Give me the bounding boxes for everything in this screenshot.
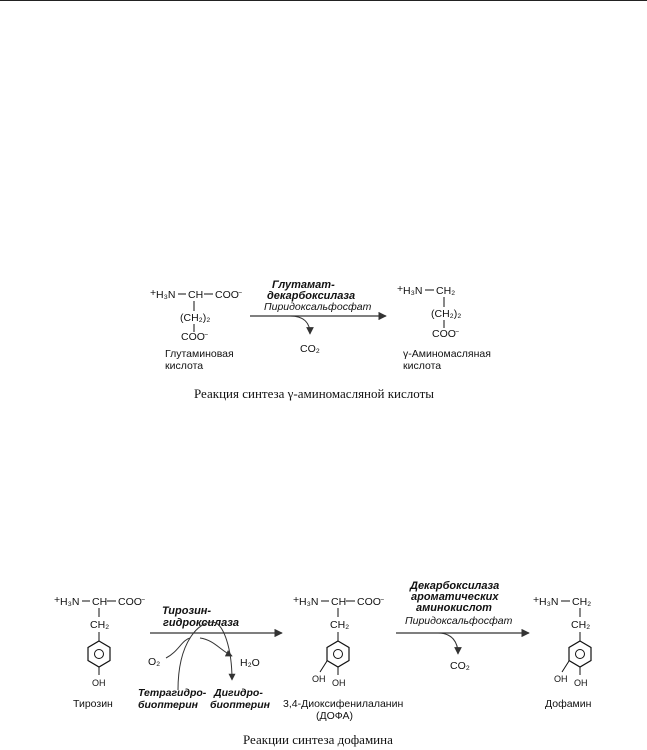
dopa-structure [293,594,384,688]
amine-group: H₃N [299,596,319,608]
co2-label-2: CO₂ [450,660,470,672]
amine-group: H₃N [60,596,80,608]
co2-release-arrow [290,316,310,334]
hydroxyl-group-3: OH [312,674,326,684]
charge-minus: − [238,290,243,297]
carboxyl-group: COO [357,596,381,608]
biopterin-cycle-arrow [178,622,232,690]
co2-label: CO₂ [300,343,320,355]
hydroxyl-group-4: OH [574,678,588,688]
hydroxyl-group: OH [92,678,106,688]
gaba-label-2: кислота [403,360,442,372]
carboxyl-group: COO [432,328,456,340]
gaba-reaction [150,279,491,401]
methylene-chain: (CH₂)₂ [180,312,211,324]
charge-plus: + [150,287,157,299]
alpha-carbon: CH [331,596,347,608]
h2o-label: H₂O [240,657,260,669]
amine-group: H₃N [156,289,176,301]
gaba-label-1: γ-Аминомасляная [403,348,491,360]
dopa-label-1: 3,4-Диоксифенилаланин [283,698,404,710]
charge-plus: + [54,594,61,606]
methylene-chain: (CH₂)₂ [431,308,462,320]
methylene: CH₂ [330,619,350,631]
methylene-2: CH₂ [571,619,591,631]
glutamic-acid-label-2: кислота [165,360,204,372]
charge-minus: − [380,597,385,604]
enzyme-label-2: декарбоксилаза [267,290,356,302]
cofactor-label: Пиридоксальфосфат [264,301,372,313]
gaba-caption: Реакция синтеза γ-аминомасляной кислоты [194,386,434,401]
carboxyl-group: COO [118,596,142,608]
carboxyl-group: COO [215,289,239,301]
o2-input-curve [166,638,190,658]
charge-plus: + [293,594,300,606]
thb-label-1: Тетрагидро- [138,687,207,699]
enzyme2-label-2: ароматических [411,591,499,603]
hydroxyl-group-4: OH [332,678,346,688]
dopa-label-2: (ДОФА) [316,710,354,722]
charge-minus: − [455,329,460,336]
amine-group: H₃N [403,285,423,297]
charge-minus: − [141,597,146,604]
glutamic-acid-label-1: Глутаминовая [165,348,234,360]
charge-plus: + [533,594,540,606]
enzyme2-label-1: Декарбоксилаза [410,580,500,592]
enzyme-label-1: Глутамат- [272,279,335,291]
cofactor2-label: Пиридоксальфосфат [405,615,513,627]
o2-label: O₂ [148,656,161,668]
benzene-ring [88,641,110,667]
co2-release-arrow-2 [438,633,458,654]
hydroxyl-group-3: OH [554,674,568,684]
dopamine-label: Дофамин [545,698,592,710]
methylene: CH₂ [572,596,592,608]
tyrosine-structure [54,594,145,688]
side-carboxyl: COO [181,331,205,343]
charge-plus: + [397,283,404,295]
benzene-ring [569,641,591,667]
dopamine-reactions [54,580,592,747]
tyrosine-label: Тирозин [73,698,113,710]
dopamine-caption: Реакции синтеза дофамина [243,732,393,747]
enzyme1-label-1: Тирозин- [162,605,212,617]
methylene: CH₂ [436,285,456,297]
alpha-carbon: CH [188,289,204,301]
benzene-ring [327,641,349,667]
alpha-carbon: CH [92,596,108,608]
glutamic-acid-structure [150,287,242,343]
methylene: CH₂ [90,619,110,631]
gaba-structure [397,283,461,340]
enzyme1-label-2: гидроксилаза [163,617,239,629]
charge-minus: − [204,332,209,339]
dhb-label-1: Дигидро- [214,687,263,699]
dopamine-structure [533,594,591,688]
enzyme2-label-3: аминокислот [416,602,492,614]
amine-group: H₃N [539,596,559,608]
thb-label-2: биоптерин [138,699,198,711]
dhb-label-2: биоптерин [210,699,270,711]
